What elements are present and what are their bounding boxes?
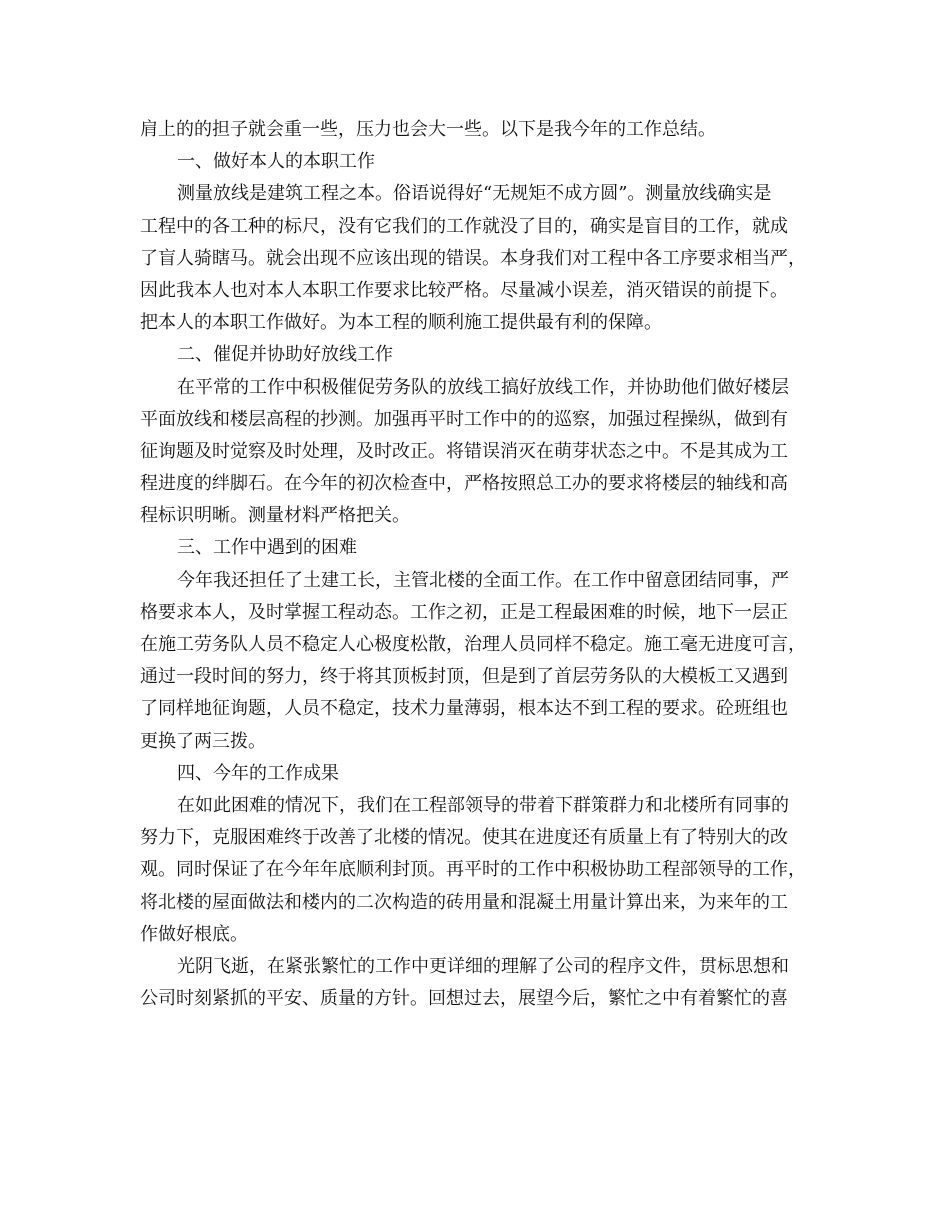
paragraph-line: 更换了两三拨。	[140, 730, 266, 752]
paragraph-line: 在平常的工作中积极催促劳务队的放线工搞好放线工作，并协助他们做好楼层	[177, 376, 789, 398]
paragraph-line: 在如此困难的情况下，我们在工程部领导的带着下群策群力和北楼所有同事的	[177, 794, 789, 816]
paragraph-line: 公司时刻紧抓的平安、质量的方针。回想过去，展望今后，繁忙之中有着繁忙的喜	[140, 988, 788, 1010]
paragraph-line: 程标识明晰。测量材料严格把关。	[140, 505, 410, 527]
paragraph-line: 肩上的的担子就会重一些，压力也会大一些。以下是我今年的工作总结。	[140, 119, 716, 140]
paragraph-line: 今年我还担任了土建工长，主管北楼的全面工作。在工作中留意团结同事，严	[177, 569, 789, 591]
paragraph-line: 了盲人骑瞎马。就会出现不应该出现的错误。本身我们对工程中各工序要求相当严，	[140, 247, 806, 269]
document-body	[140, 114, 824, 1015]
paragraph-line: 观。同时保证了在今年年底顺利封顶。再平时的工作中积极协助工程部领导的工作，	[140, 859, 806, 881]
paragraph-line: 因此我本人也对本人本职工作要求比较严格。尽量减小误差，消灭错误的前提下。	[140, 279, 788, 301]
paragraph-line: 征询题及时觉察及时处理，及时改正。将错误消灭在萌芽状态之中。不是其成为工	[140, 440, 788, 462]
paragraph-line: 光阴飞逝，在紧张繁忙的工作中更详细的理解了公司的程序文件，贯标思想和	[177, 955, 789, 977]
paragraph-line: 测量放线是建筑工程之本。俗语说得好“无规矩不成方圆”。测量放线确实是	[177, 183, 772, 205]
paragraph-line: 在施工劳务队人员不稳定人心极度松散，治理人员同样不稳定。施工毫无进度可言，	[140, 634, 806, 655]
paragraph-line: 格要求本人，及时掌握工程动态。工作之初，正是工程最困难的时候，地下一层正	[140, 601, 788, 623]
paragraph-line: 工程中的各工种的标尺，没有它我们的工作就没了目的，确实是盲目的工作，就成	[140, 215, 788, 237]
paragraph-line: 努力下，克服困难终于改善了北楼的情况。使其在进度还有质量上有了特别大的改	[140, 827, 788, 849]
paragraph-line: 通过一段时间的努力，终于将其顶板封顶，但是到了首层劳务队的大模板工又遇到	[140, 666, 788, 688]
section-heading-4: 四、今年的工作成果	[177, 762, 339, 784]
section-heading-3: 三、工作中遇到的困难	[177, 537, 357, 559]
paragraph-line: 将北楼的屋面做法和楼内的二次构造的砖用量和混凝土用量计算出来，为来年的工	[140, 891, 788, 913]
section-heading-2: 二、催促并协助好放线工作	[177, 344, 393, 366]
paragraph-line: 作做好根底。	[140, 923, 248, 945]
paragraph-line: 程进度的绊脚石。在今年的初次检查中，严格按照总工办的要求将楼层的轴线和高	[140, 473, 788, 495]
paragraph-line: 了同样地征询题，人员不稳定，技术力量薄弱，根本达不到工程的要求。砼班组也	[140, 698, 788, 720]
section-heading-1: 一、做好本人的本职工作	[177, 151, 375, 173]
paragraph-line: 把本人的本职工作做好。为本工程的顺利施工提供最有利的保障。	[140, 312, 662, 334]
paragraph-line: 平面放线和楼层高程的抄测。加强再平时工作中的的巡察，加强过程操纵，做到有	[140, 408, 788, 430]
